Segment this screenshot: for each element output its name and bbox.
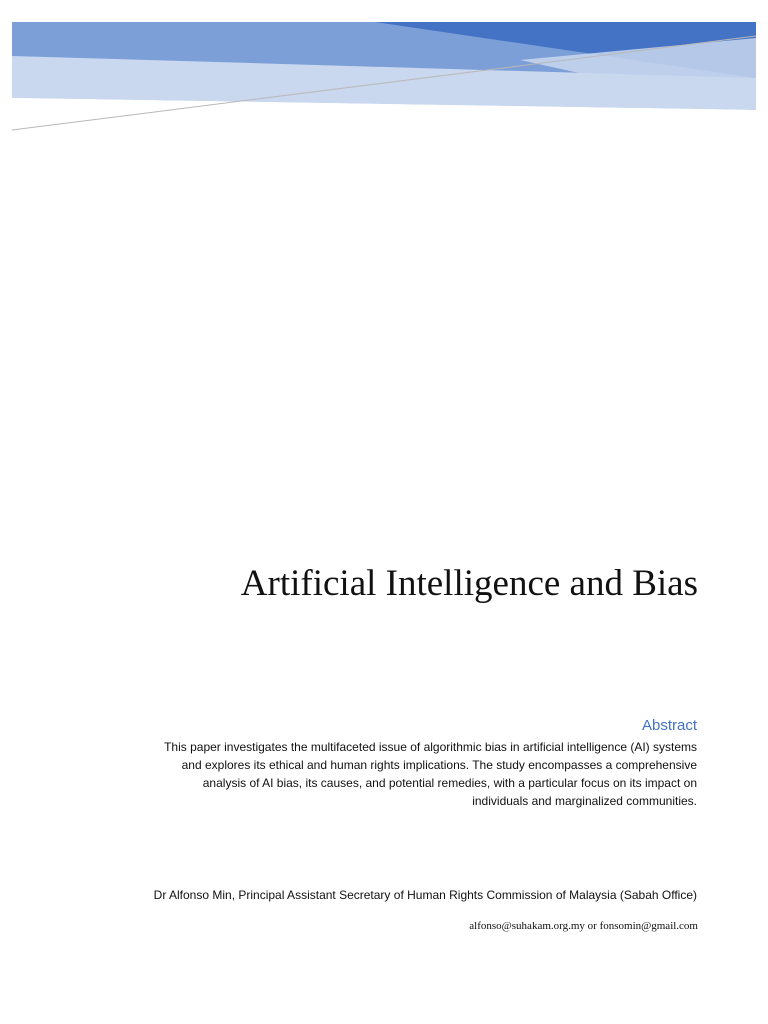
abstract-heading: Abstract <box>641 717 697 734</box>
abstract-text: This paper investigates the multifaceted issue of algorithmic bias in artificial intelligence (AI) systems and explores its ethical and human rights implications. The study encompasses a comprehensive analysis of AI bias, its causes, and potential remedies, with a particular focus on its impact on individuals and marginalized communities. <box>164 740 697 808</box>
author-email: alfonso@suhakam.org.my or fonsomin@gmail.com <box>469 920 698 932</box>
document-title: Artificial Intelligence and Bias <box>240 563 698 604</box>
header-banner-graphic <box>0 0 768 140</box>
author-affiliation: Dr Alfonso Min, Principal Assistant Secretary of Human Rights Commission of Malaysia (Sabah Office) <box>153 888 697 902</box>
